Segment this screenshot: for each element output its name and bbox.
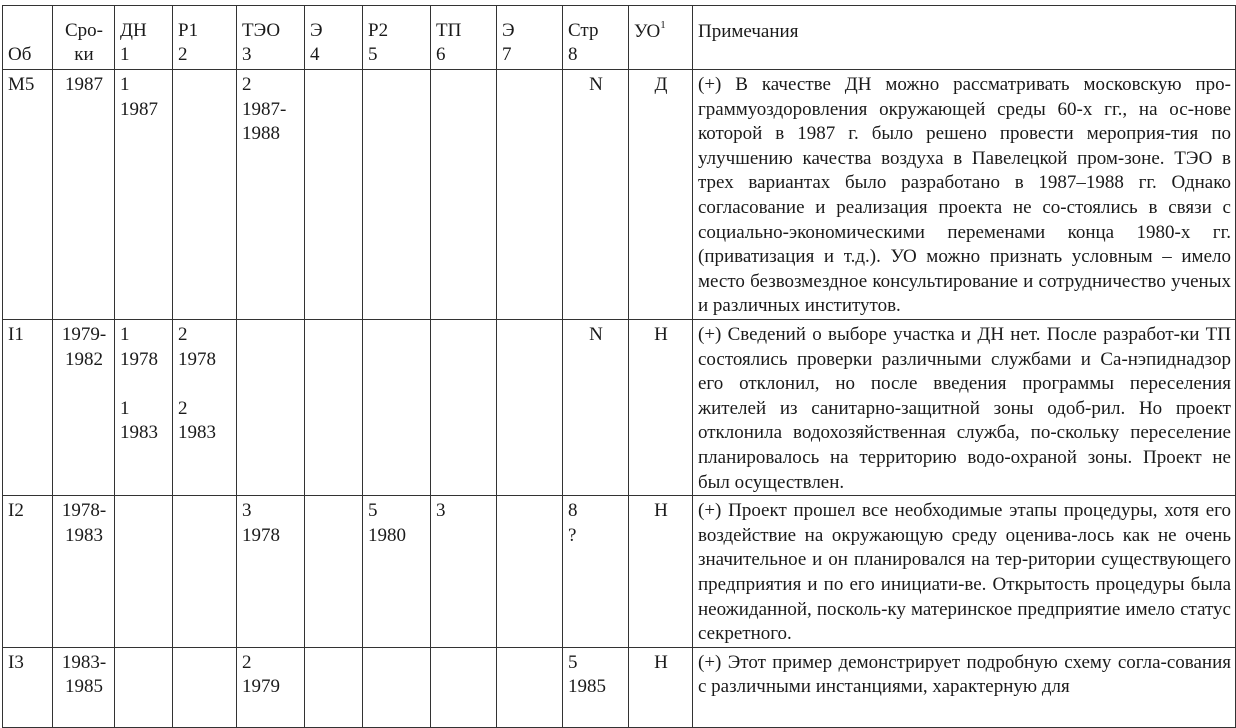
cell-e7 [497,496,563,648]
cell-object: I3 [3,647,53,727]
cell-r1 [173,70,237,320]
cell-notes: (+) В качестве ДН можно рассматривать московскую про-граммуоздоровления окружающей среды 60-х гг., на ос-нове которой в 1987 г. было решено провести мероприя-тия по улучшению качества воздуха в Павелецкой пром-зоне. ТЭО в трех вариантах было разработано в 1987–1988 гг. Однако согласование и реализация проекта не со-стоялись в связи с социально-экономическими переменами конца 1980-х гг. (приватизация и т.д.). УО можно признать условным – имело место безвозмездное консультирование и сотрудничество ученых и различных институтов. [693,70,1236,320]
cell-e4 [305,647,363,727]
cell-teo: 2 1987- 1988 [237,70,305,320]
cell-e7 [497,320,563,496]
cell-dates: 1983- 1985 [53,647,115,727]
header-r1: Р1 2 [173,6,237,70]
table-row [3,647,1236,727]
cell-e4 [305,70,363,320]
cell-object: I1 [3,320,53,496]
header-e7: Э 7 [497,6,563,70]
header-r2: Р2 5 [363,6,431,70]
cell-uo: Н [629,647,693,727]
document-table [2,5,1236,728]
header-object: Об [3,6,53,70]
cell-tp [431,70,497,320]
cell-str: N [563,320,629,496]
cell-r2 [363,70,431,320]
cell-teo: 2 1979 [237,647,305,727]
header-notes: Примечания [693,6,1236,70]
cell-object: I2 [3,496,53,648]
cell-uo: Д [629,70,693,320]
header-e4: Э 4 [305,6,363,70]
cell-dates: 1979- 1982 [53,320,115,496]
cell-dates: 1987 [53,70,115,320]
cell-dn: 1 1978 1 1983 [115,320,173,496]
cell-r2: 5 1980 [363,496,431,648]
table-row [3,70,1236,320]
cell-dn [115,647,173,727]
cell-object: М5 [3,70,53,320]
header-row [3,6,1236,70]
header-dn: ДН 1 [115,6,173,70]
cell-r1: 2 1978 2 1983 [173,320,237,496]
cell-r2 [363,647,431,727]
header-teo: ТЭО 3 [237,6,305,70]
header-str: Стр 8 [563,6,629,70]
header-tp: ТП 6 [431,6,497,70]
cell-notes: (+) Этот пример демонстрирует подробную схему согла-сования с различными инстанциями, характерную для [693,647,1236,727]
header-uo-footnote: 1 [660,18,666,31]
cell-teo [237,320,305,496]
header-uo-label: УО [634,21,661,42]
cell-str: 8 ? [563,496,629,648]
cell-notes: (+) Проект прошел все необходимые этапы процедуры, хотя его воздействие на окружающую среду оценива-лось как не очень значительное и он планировался на тер-ритории существующего предприятия и по его инициати-ве. Открытость процедуры была неожиданной, посколь-ку материнское предприятие имело статус секретного. [693,496,1236,648]
cell-str: 5 1985 [563,647,629,727]
cell-uo: Н [629,320,693,496]
cell-r2 [363,320,431,496]
cell-dn: 1 1987 [115,70,173,320]
header-uo [629,6,693,70]
cell-notes: (+) Сведений о выборе участка и ДН нет. После разработ-ки ТП состоялись проверки различными службами и Са-нэпиднадзор его отклонил, но после введения программы переселения жителей из санитарно-защитной зоны одоб-рил. Но проект отклонила водохозяйственная служба, по-скольку переселение планировалось на территорию водо-охраной зоны. Проект не был осуществлен. [693,320,1236,496]
cell-teo: 3 1978 [237,496,305,648]
cell-tp [431,647,497,727]
cell-r1 [173,647,237,727]
header-dates: Сро- ки [53,6,115,70]
table-row [3,496,1236,648]
table-row [3,320,1236,496]
cell-tp: 3 [431,496,497,648]
cell-e7 [497,70,563,320]
cell-dates: 1978- 1983 [53,496,115,648]
cell-dn [115,496,173,648]
cell-r1 [173,496,237,648]
cell-tp [431,320,497,496]
cell-uo: Н [629,496,693,648]
cell-str: N [563,70,629,320]
cell-e4 [305,496,363,648]
cell-e4 [305,320,363,496]
cell-e7 [497,647,563,727]
